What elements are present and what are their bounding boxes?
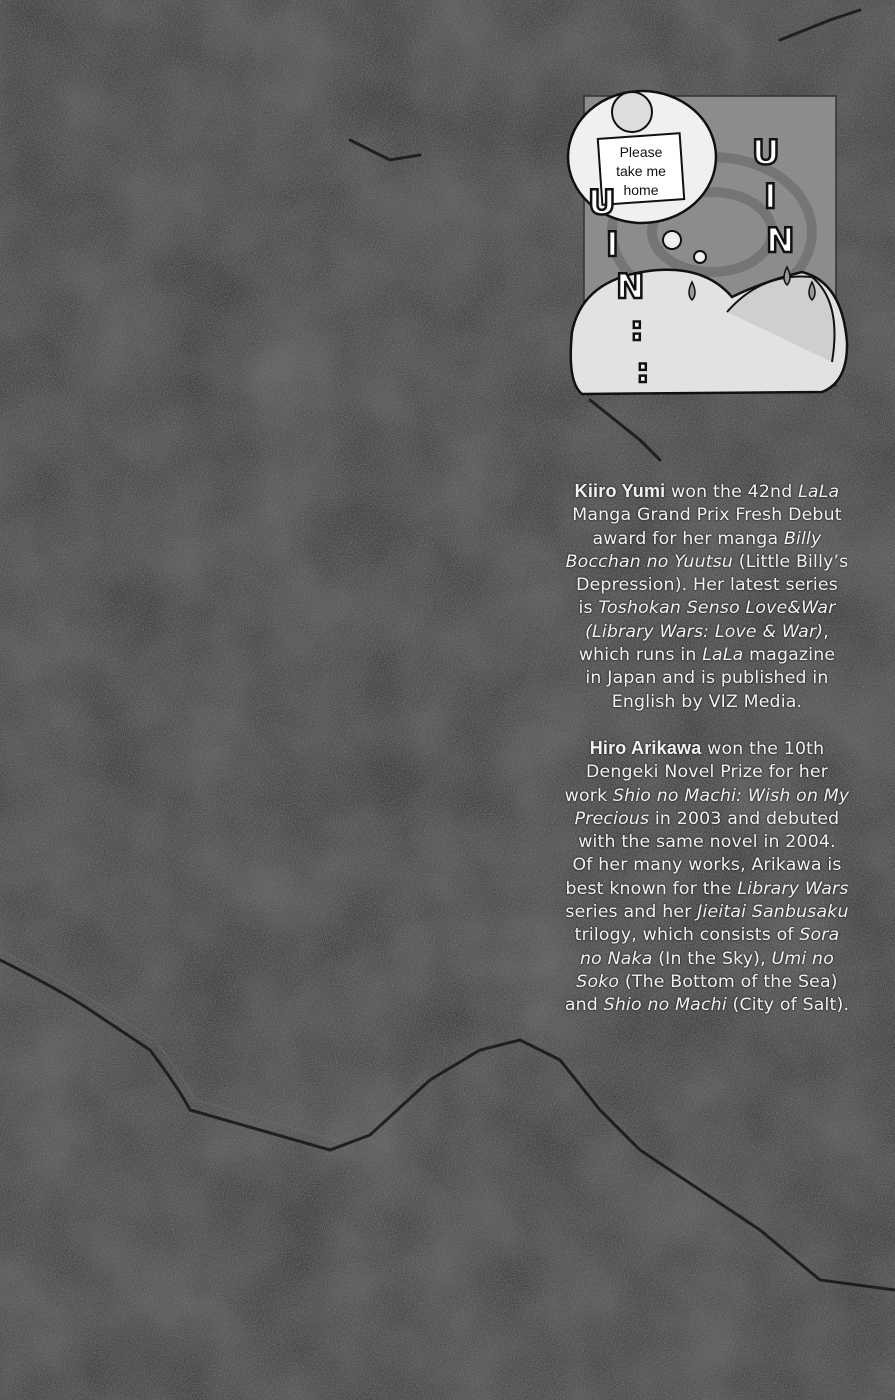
bio-text: is bbox=[578, 598, 599, 619]
bio-line bbox=[548, 691, 866, 714]
bio-text: (In the Sky), bbox=[652, 948, 772, 969]
bio-text: series and her bbox=[565, 902, 698, 923]
bio-line bbox=[548, 854, 866, 877]
sign-line-2: take me bbox=[616, 163, 666, 179]
title-italic-text: Shio no Machi: Wish on My bbox=[612, 785, 850, 806]
bio-text: Dengeki Novel Prize for her bbox=[585, 762, 828, 783]
bio-text: Depression). Her latest series bbox=[576, 575, 838, 596]
bio-text: Manga Grand Prix Fresh Debut bbox=[572, 505, 842, 526]
title-italic-text: Library Wars bbox=[737, 878, 849, 899]
title-italic-text: Sora bbox=[799, 925, 840, 946]
bio-line bbox=[548, 761, 866, 784]
bio-text: with the same novel in 2004. bbox=[578, 832, 836, 853]
bio-text: won the 42nd bbox=[665, 482, 799, 502]
bio-line bbox=[548, 901, 866, 924]
title-italic-text: Billy bbox=[783, 528, 822, 549]
bio-line bbox=[548, 808, 866, 831]
bio-text: (Little Billy’s bbox=[733, 551, 849, 572]
sfx-left-3: N bbox=[616, 267, 645, 307]
bio-hiro-arikawa bbox=[548, 737, 866, 1018]
bio-text: best known for the bbox=[565, 878, 738, 899]
title-italic-text: Shio no Machi bbox=[603, 995, 727, 1016]
sfx-right-1: U bbox=[752, 133, 780, 173]
sfx-left-1: U bbox=[588, 183, 616, 223]
bio-text: and bbox=[564, 995, 604, 1016]
title-italic-text: Bocchan no Yuutsu bbox=[565, 551, 734, 572]
author-name: Hiro Arikawa bbox=[589, 738, 702, 758]
title-italic-text: no Naka bbox=[579, 948, 653, 969]
bio-kiiro-yumi bbox=[548, 480, 866, 714]
bio-text: in Japan and is published in bbox=[585, 668, 829, 689]
bio-line bbox=[548, 551, 866, 574]
bio-text: won the 10th bbox=[701, 739, 825, 759]
sign-line-3: home bbox=[623, 182, 659, 198]
bio-text: trilogy, which consists of bbox=[574, 925, 800, 946]
bio-line bbox=[548, 924, 866, 947]
bio-line bbox=[548, 737, 866, 761]
bio-line bbox=[548, 994, 866, 1017]
bio-line bbox=[548, 480, 866, 504]
chibi-illustration bbox=[562, 82, 852, 400]
title-italic-text: Precious bbox=[574, 808, 650, 829]
title-italic-text: Umi no bbox=[771, 948, 834, 969]
bio-line bbox=[548, 831, 866, 854]
bio-line bbox=[548, 971, 866, 994]
bio-text: Of her many works, Arikawa is bbox=[572, 855, 842, 876]
sfx-left-5: : bbox=[636, 351, 650, 391]
title-italic-text: Jieitai Sanbusaku bbox=[697, 902, 849, 923]
bio-line bbox=[548, 597, 866, 620]
bio-line bbox=[548, 785, 866, 808]
bio-text: in 2003 and debuted bbox=[649, 808, 840, 829]
bio-line bbox=[548, 644, 866, 667]
title-italic-text: (Library Wars: Love & War) bbox=[585, 621, 824, 642]
bio-line bbox=[548, 574, 866, 597]
bio-line bbox=[548, 948, 866, 971]
sfx-right-3: N bbox=[766, 221, 795, 261]
sfx-right-2: I bbox=[764, 177, 777, 217]
bio-text: , bbox=[823, 621, 829, 642]
bio-line bbox=[548, 878, 866, 901]
title-italic-text: LaLa bbox=[702, 645, 744, 666]
bio-text: English by VIZ Media. bbox=[611, 691, 803, 712]
bio-line bbox=[548, 528, 866, 551]
bio-text: (City of Salt). bbox=[726, 995, 850, 1016]
sfx-left-2: I bbox=[606, 225, 619, 265]
bio-text: which runs in bbox=[578, 645, 703, 666]
bio-text: award for her manga bbox=[592, 528, 784, 549]
bio-line bbox=[548, 504, 866, 527]
author-name: Kiiro Yumi bbox=[574, 481, 666, 501]
title-italic-text: LaLa bbox=[798, 482, 840, 502]
title-italic-text: Soko bbox=[576, 971, 620, 992]
bio-text: work bbox=[564, 785, 613, 806]
bio-line bbox=[548, 621, 866, 644]
bio-text: magazine bbox=[743, 645, 836, 666]
title-italic-text: Toshokan Senso Love&War bbox=[598, 598, 836, 619]
bio-line bbox=[548, 667, 866, 690]
sign-line-1: Please bbox=[619, 144, 663, 160]
bio-text: (The Bottom of the Sea) bbox=[619, 971, 838, 992]
sfx-left-4: : bbox=[630, 309, 644, 349]
